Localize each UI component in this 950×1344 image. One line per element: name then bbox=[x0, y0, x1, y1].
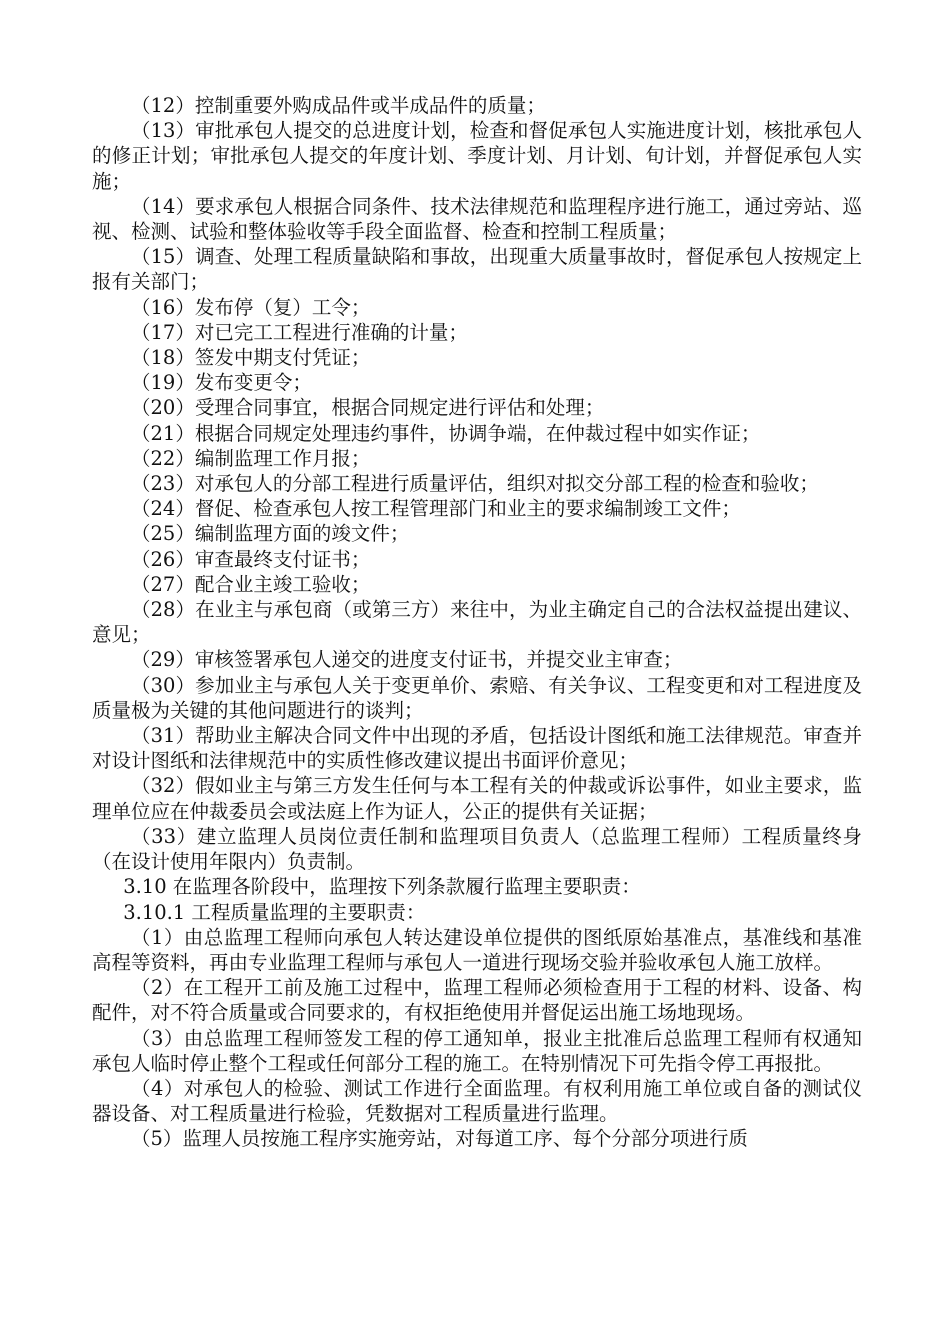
paragraph-item-21: （21）根据合同规定处理违约事件，协调争端，在仲裁过程中如实作证； bbox=[131, 421, 761, 445]
paragraph-item-26: （26）审查最终支付证书； bbox=[131, 547, 371, 571]
paragraph-quality-2: （2）在工程开工前及施工过程中，监理工程师必须检查用于工程的材料、设备、构配件，对不符合质量或合同要求的，有权拒绝使用并督促运出施工场地现场。 bbox=[92, 976, 862, 1025]
paragraph-item-13: （13）审批承包人提交的总进度计划，检查和督促承包人实施进度计划，核批承包人的修正计划；审批承包人提交的年度计划、季度计划、月计划、旬计划，并督促承包人实施； bbox=[92, 119, 862, 193]
paragraph-item-28: （28）在业主与承包商（或第三方）来往中，为业主确定自己的合法权益提出建议、意见； bbox=[92, 598, 862, 647]
paragraph-item-20: （20）受理合同事宜，根据合同规定进行评估和处理； bbox=[131, 396, 605, 420]
paragraph-item-24: （24）督促、检查承包人按工程管理部门和业主的要求编制竣工文件； bbox=[131, 497, 741, 521]
section-heading-3-10-1: 3.10.1 工程质量监理的主要职责： bbox=[123, 900, 426, 924]
paragraph-item-25: （25）编制监理方面的竣文件； bbox=[131, 522, 410, 546]
paragraph-item-32: （32）假如业主与第三方发生任何与本工程有关的仲裁或诉讼事件，如业主要求，监理单位应在仲裁委员会或法庭上作为证人，公正的提供有关证据； bbox=[92, 774, 862, 823]
paragraph-item-15: （15）调查、处理工程质量缺陷和事故，出现重大质量事故时，督促承包人按规定上报有关部门； bbox=[92, 245, 862, 294]
paragraph-item-18: （18）签发中期支付凭证； bbox=[131, 346, 371, 370]
paragraph-quality-5: （5）监理人员按施工程序实施旁站，对每道工序、每个分部分项进行质 bbox=[131, 1127, 748, 1151]
paragraph-item-16: （16）发布停（复）工令； bbox=[131, 295, 371, 319]
paragraph-item-22: （22）编制监理工作月报； bbox=[131, 446, 371, 470]
paragraph-quality-4: （4）对承包人的检验、测试工作进行全面监理。有权利用施工单位或自备的测试仪器设备、对工程质量进行检验，凭数据对工程质量进行监理。 bbox=[92, 1076, 862, 1126]
paragraph-item-14: （14）要求承包人根据合同条件、技术法律规范和监理程序进行施工，通过旁站、巡视、检测、试验和整体验收等手段全面监督、检查和控制工程质量； bbox=[92, 194, 862, 244]
paragraph-item-29: （29）审核签署承包人递交的进度支付证书，并提交业主审查； bbox=[131, 648, 683, 672]
paragraph-quality-3: （3）由总监理工程师签发工程的停工通知单，报业主批准后总监理工程师有权通知承包人临时停止整个工程或任何部分工程的施工。在特别情况下可先指令停工再报批。 bbox=[92, 1026, 862, 1075]
paragraph-item-33: （33）建立监理人员岗位责任制和监理项目负责人（总监理工程师）工程质量终身（在设计使用年限内）负责制。 bbox=[92, 824, 862, 874]
paragraph-item-19: （19）发布变更令； bbox=[131, 371, 312, 395]
paragraph-quality-1: （1）由总监理工程师向承包人转达建设单位提供的图纸原始基准点，基准线和基准高程等资料，再由专业监理工程师与承包人一道进行现场交验并验收承包人施工放样。 bbox=[92, 925, 862, 974]
paragraph-item-12: （12）控制重要外购成品件或半成品件的质量； bbox=[131, 94, 546, 117]
paragraph-item-17: （17）对已完工工程进行准确的计量； bbox=[131, 320, 468, 344]
paragraph-item-31: （31）帮助业主解决合同文件中出现的矛盾，包括设计图纸和施工法律规范。审查并对设计图纸和法律规范中的实质性修改建议提出书面评价意见； bbox=[92, 724, 862, 773]
paragraph-item-30: （30）参加业主与承包人关于变更单价、索赔、有关争议、工程变更和对工程进度及质量极为关键的其他问题进行的谈判； bbox=[92, 673, 862, 722]
paragraph-item-27: （27）配合业主竣工验收； bbox=[131, 572, 371, 596]
paragraph-item-23: （23）对承包人的分部工程进行质量评估，组织对拟交分部工程的检查和验收； bbox=[131, 472, 819, 496]
document-body bbox=[92, 93, 862, 1152]
section-heading-3-10: 3.10 在监理各阶段中，监理按下列条款履行监理主要职责： bbox=[123, 875, 641, 899]
